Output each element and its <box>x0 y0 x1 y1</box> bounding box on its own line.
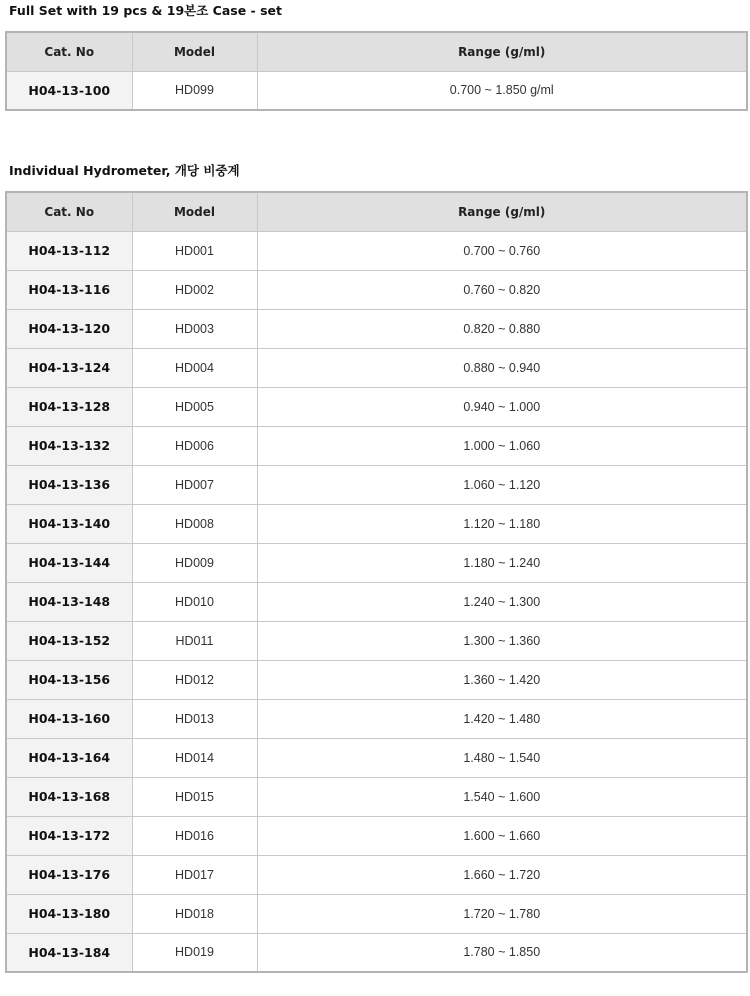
cell-model: HD007 <box>132 465 257 504</box>
cell-model: HD014 <box>132 738 257 777</box>
full-set-title: Full Set with 19 pcs & 19본조 Case - set <box>9 3 282 18</box>
cell-range: 1.480 ~ 1.540 <box>257 738 747 777</box>
table-row <box>6 660 747 699</box>
cell-cat-no: H04-13-180 <box>6 894 132 933</box>
cell-model: HD005 <box>132 387 257 426</box>
cell-range: 1.300 ~ 1.360 <box>257 621 747 660</box>
cell-model: HD006 <box>132 426 257 465</box>
cell-range: 0.820 ~ 0.880 <box>257 309 747 348</box>
table-row <box>6 465 747 504</box>
cell-range: 1.000 ~ 1.060 <box>257 426 747 465</box>
cell-cat-no: H04-13-144 <box>6 543 132 582</box>
table-row <box>6 816 747 855</box>
cell-model: HD019 <box>132 933 257 972</box>
cell-cat-no: H04-13-172 <box>6 816 132 855</box>
cell-model: HD008 <box>132 504 257 543</box>
cell-cat-no: H04-13-136 <box>6 465 132 504</box>
cell-cat-no: H04-13-156 <box>6 660 132 699</box>
cell-model: HD004 <box>132 348 257 387</box>
cell-cat-no: H04-13-168 <box>6 777 132 816</box>
cell-model: HD010 <box>132 582 257 621</box>
cell-range: 1.780 ~ 1.850 <box>257 933 747 972</box>
header-model: Model <box>132 192 257 231</box>
table-row <box>6 270 747 309</box>
table-row <box>6 231 747 270</box>
cell-range: 1.540 ~ 1.600 <box>257 777 747 816</box>
table-row <box>6 699 747 738</box>
cell-cat-no: H04-13-148 <box>6 582 132 621</box>
cell-range: 0.880 ~ 0.940 <box>257 348 747 387</box>
cell-model: HD009 <box>132 543 257 582</box>
table-row <box>6 309 747 348</box>
table-row <box>6 933 747 972</box>
cell-model: HD016 <box>132 816 257 855</box>
cell-model: HD001 <box>132 231 257 270</box>
cell-cat-no: H04-13-124 <box>6 348 132 387</box>
table-row <box>6 543 747 582</box>
cell-model: HD013 <box>132 699 257 738</box>
header-model: Model <box>132 32 257 71</box>
cell-model: HD099 <box>132 71 257 110</box>
cell-range: 1.420 ~ 1.480 <box>257 699 747 738</box>
cell-cat-no: H04-13-160 <box>6 699 132 738</box>
individual-rows <box>6 231 747 972</box>
table-header-row <box>6 192 747 231</box>
header-cat-no: Cat. No <box>6 192 132 231</box>
full-set-rows <box>6 71 747 110</box>
cell-cat-no: H04-13-152 <box>6 621 132 660</box>
table-row <box>6 621 747 660</box>
table-row <box>6 582 747 621</box>
table-row <box>6 387 747 426</box>
cell-cat-no: H04-13-116 <box>6 270 132 309</box>
cell-model: HD011 <box>132 621 257 660</box>
cell-model: HD018 <box>132 894 257 933</box>
table-row <box>6 504 747 543</box>
cell-range: 1.120 ~ 1.180 <box>257 504 747 543</box>
cell-cat-no: H04-13-120 <box>6 309 132 348</box>
cell-cat-no: H04-13-132 <box>6 426 132 465</box>
individual-table <box>5 191 748 973</box>
cell-cat-no: H04-13-100 <box>6 71 132 110</box>
cell-range: 0.700 ~ 1.850 g/ml <box>257 71 747 110</box>
cell-range: 1.360 ~ 1.420 <box>257 660 747 699</box>
cell-model: HD002 <box>132 270 257 309</box>
table-row <box>6 855 747 894</box>
cell-cat-no: H04-13-184 <box>6 933 132 972</box>
cell-range: 1.240 ~ 1.300 <box>257 582 747 621</box>
header-range: Range (g/ml) <box>257 32 747 71</box>
header-range: Range (g/ml) <box>257 192 747 231</box>
table-row <box>6 71 747 110</box>
cell-model: HD003 <box>132 309 257 348</box>
cell-model: HD017 <box>132 855 257 894</box>
full-set-table <box>5 31 748 111</box>
cell-model: HD015 <box>132 777 257 816</box>
individual-title: Individual Hydrometer, 개당 비중계 <box>9 163 240 178</box>
cell-cat-no: H04-13-164 <box>6 738 132 777</box>
cell-cat-no: H04-13-140 <box>6 504 132 543</box>
cell-range: 1.720 ~ 1.780 <box>257 894 747 933</box>
cell-range: 0.940 ~ 1.000 <box>257 387 747 426</box>
cell-model: HD012 <box>132 660 257 699</box>
cell-cat-no: H04-13-176 <box>6 855 132 894</box>
table-header-row <box>6 32 747 71</box>
table-row <box>6 348 747 387</box>
cell-range: 1.600 ~ 1.660 <box>257 816 747 855</box>
table-row <box>6 738 747 777</box>
cell-range: 1.180 ~ 1.240 <box>257 543 747 582</box>
table-row <box>6 777 747 816</box>
cell-cat-no: H04-13-112 <box>6 231 132 270</box>
cell-range: 1.060 ~ 1.120 <box>257 465 747 504</box>
cell-range: 0.700 ~ 0.760 <box>257 231 747 270</box>
table-row <box>6 894 747 933</box>
cell-range: 0.760 ~ 0.820 <box>257 270 747 309</box>
table-row <box>6 426 747 465</box>
cell-range: 1.660 ~ 1.720 <box>257 855 747 894</box>
header-cat-no: Cat. No <box>6 32 132 71</box>
cell-cat-no: H04-13-128 <box>6 387 132 426</box>
